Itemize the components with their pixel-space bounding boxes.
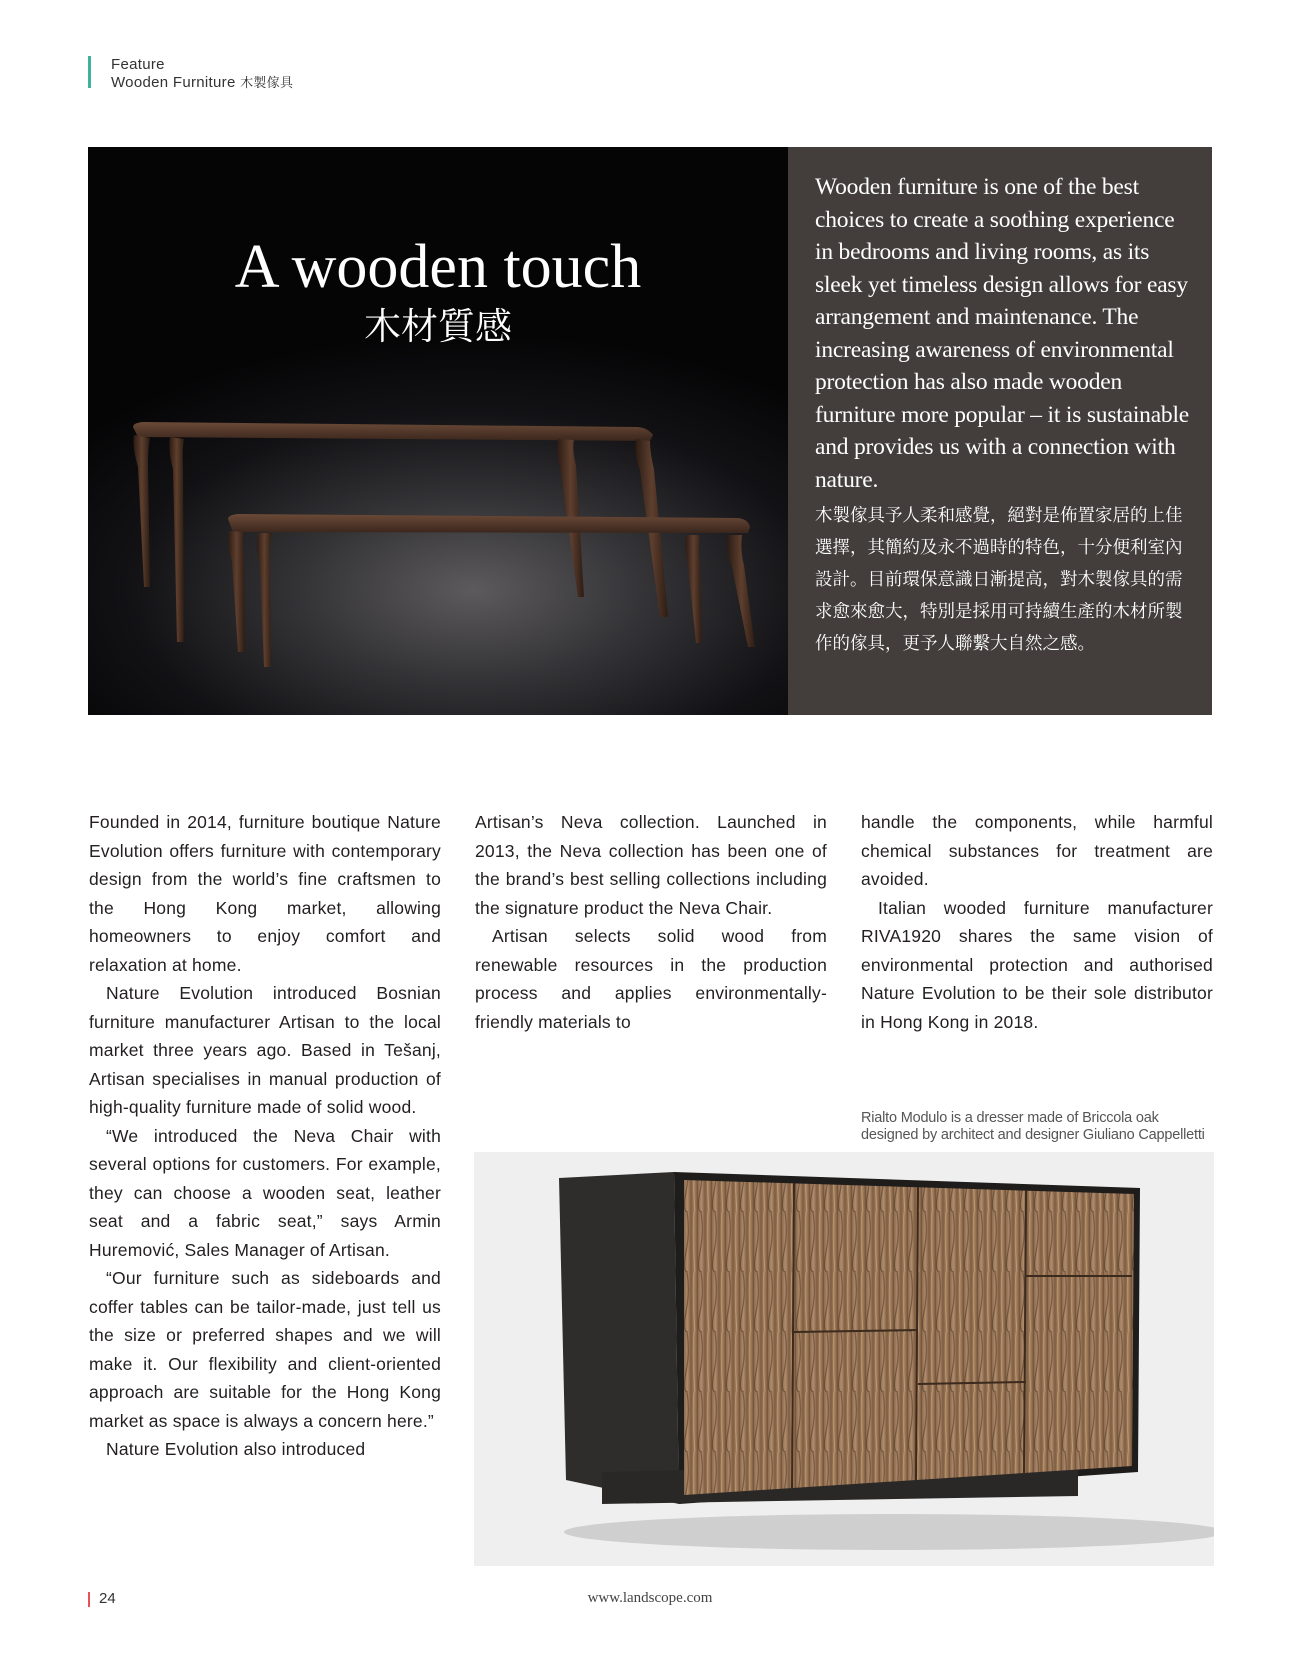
article-column-1 bbox=[89, 808, 441, 1464]
intro-zh: 木製傢具予人柔和感覺，絕對是佈置家居的上佳選擇，其簡約及永不過時的特色，十分便利室內設計。目前環保意識日漸提高，對木製傢具的需求愈來愈大，特別是採用可持續生產的木材所製作的傢具，更予人聯繫大自然之感。 bbox=[815, 506, 1183, 654]
paragraph: Founded in 2014, furniture boutique Nature Evolution offers furniture with contemporary design from the world’s fine craftsmen to the Hong Kong market, allowing homeowners to enjoy comfort and relaxation at home. bbox=[89, 812, 441, 975]
hero-title: A wooden touch bbox=[234, 233, 642, 301]
paragraph: Nature Evolution also introduced bbox=[106, 1439, 366, 1459]
intro-en: Wooden furniture is one of the best choices to create a soothing experience in bedrooms and living rooms, as its sleek yet timeless design allows for easy arrangement and maintenance. The increasing awareness of environmental protection has also made wooden furniture more popular – it is sustainable and provides us with a connection with nature. bbox=[815, 174, 1190, 493]
hero-photo-table-bench bbox=[88, 147, 788, 715]
paragraph: “We introduced the Neva Chair with several options for customers. For example, they can choose a wooden seat, leather seat and a fabric seat,” says Armin Huremović, Sales Manager of Artisan. bbox=[89, 1125, 441, 1260]
paragraph: Nature Evolution introduced Bosnian furniture manufacturer Artisan to the local market three years ago. Based in Tešanj, Artisan specialises in manual production of high-quality furniture made of solid wood. bbox=[89, 983, 441, 1117]
intro-panel bbox=[788, 147, 1212, 715]
hero-title-zh: 木材質感 bbox=[364, 305, 512, 348]
paragraph: Artisan selects solid wood from renewable resources in the production process and applies environmentally-friendly materials to bbox=[475, 926, 827, 1032]
dresser-illustration bbox=[474, 1152, 1214, 1566]
page-number: 24 bbox=[99, 1590, 116, 1607]
hero-banner bbox=[88, 147, 1212, 715]
paragraph: Artisan’s Neva collection. Launched in 2013, the Neva collection has been one of the brand’s best selling collections including the signature product the Neva Chair. bbox=[475, 812, 827, 918]
dresser-photo bbox=[474, 1152, 1214, 1566]
paragraph: Italian wooded furniture manufacturer RIVA1920 shares the same vision of environmental protection and authorised Nature Evolution to be their sole distributor in Hong Kong in 2018. bbox=[861, 897, 1213, 1032]
article-column-2 bbox=[475, 808, 827, 1036]
topic-zh: 木製傢具 bbox=[240, 75, 294, 90]
paragraph: “Our furniture such as sideboards and coffer tables can be tailor-made, just tell us the size or preferred shapes and we will make it. Our flexibility and client-oriented approach are suitable for the Hong Kong market as space is always a concern here.” bbox=[89, 1268, 441, 1431]
article-column-3 bbox=[861, 808, 1213, 1036]
topic-en: Wooden Furniture bbox=[111, 74, 236, 91]
topic-label bbox=[111, 74, 293, 92]
photo-caption: Rialto Modulo is a dresser made of Briccola oak designed by architect and designer Giuliano Cappelletti bbox=[861, 1110, 1205, 1143]
paragraph: handle the components, while harmful chemical substances for treatment are avoided. bbox=[861, 812, 1213, 889]
section-label: Feature bbox=[111, 56, 165, 73]
section-header bbox=[88, 56, 294, 91]
footer-url: www.landscope.com bbox=[587, 1590, 713, 1606]
